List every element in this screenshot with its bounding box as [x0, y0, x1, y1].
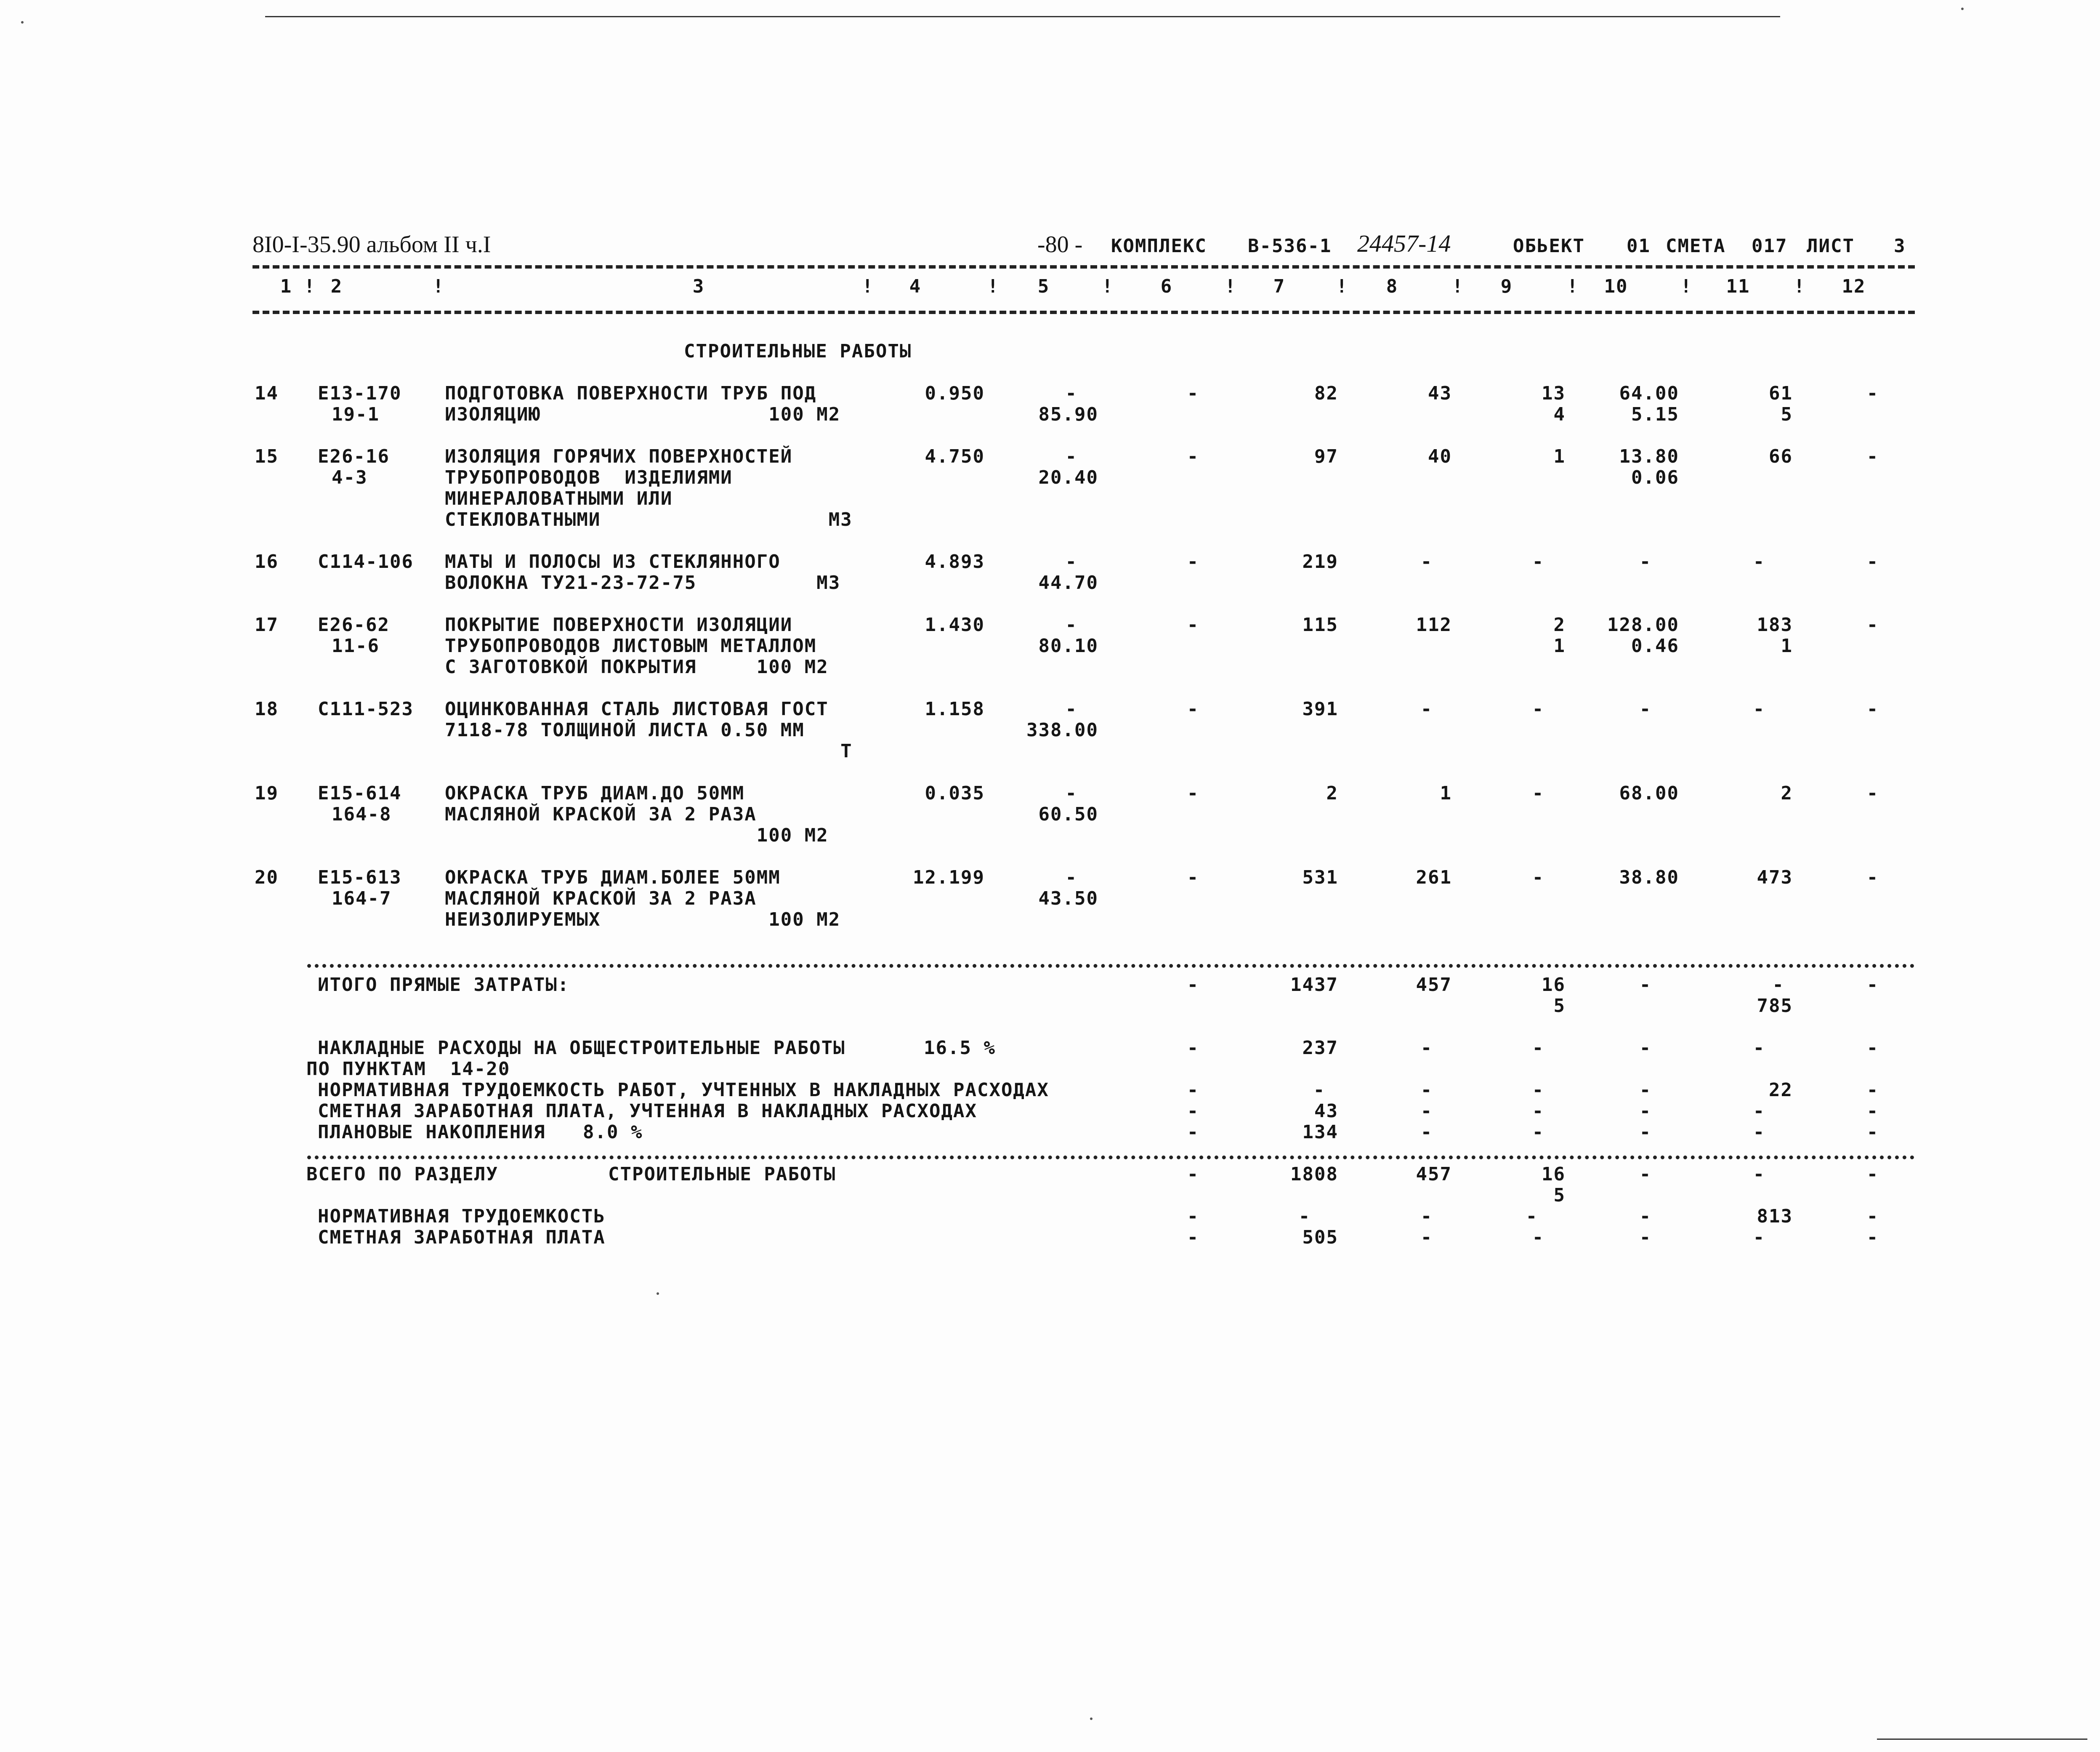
cost-col-8: 261: [1416, 867, 1452, 888]
cost-col-10: -: [1639, 1100, 1652, 1122]
cost-col-6: -: [1187, 383, 1199, 404]
cost-col-10: -: [1639, 1121, 1652, 1143]
cost-col-11: 2: [1781, 783, 1793, 804]
cost-col-9: -: [1532, 698, 1544, 720]
section-total-separator: [307, 1156, 1915, 1159]
rate-code: Е15-614: [318, 783, 402, 804]
cost-col-12: -: [1866, 867, 1879, 888]
quantity: 0.035: [925, 783, 985, 804]
cost-col-7: 505: [1302, 1227, 1338, 1248]
section-title: СТРОИТЕЛЬНЫЕ РАБОТЫ: [684, 341, 912, 362]
cost-col-10: 38.80: [1619, 867, 1679, 888]
unit-price: 338.00: [1026, 719, 1098, 741]
cost-col-10: 13.80: [1619, 446, 1679, 467]
column-number: 12: [1842, 276, 1866, 297]
cost-col-6: -: [1187, 1164, 1199, 1185]
work-description: ТРУБОПРОВОДОВ ЛИСТОВЫМ МЕТАЛЛОМ: [445, 635, 817, 657]
cost-col-7: 237: [1302, 1037, 1338, 1059]
column-number: 5: [1037, 276, 1050, 297]
cost-col-8: -: [1420, 1206, 1433, 1227]
cost-col-6: -: [1187, 1079, 1199, 1101]
cost-col-10: -: [1639, 1079, 1652, 1101]
work-description: МАТЫ И ПОЛОСЫ ИЗ СТЕКЛЯННОГО: [445, 551, 781, 572]
column-number: 9: [1500, 276, 1513, 297]
cost-col-11: 5: [1781, 404, 1793, 425]
sheet-label: ЛИСТ: [1807, 235, 1855, 257]
cost-col-10: 128.00: [1607, 614, 1679, 636]
unit-price: -: [1065, 783, 1077, 804]
rate-code: Е26-62: [318, 614, 390, 636]
cost-col-6: -: [1187, 614, 1199, 636]
row-number: 14: [255, 383, 279, 404]
cost-col-8: -: [1420, 551, 1433, 572]
work-description: ИЗОЛЯЦИЯ ГОРЯЧИХ ПОВЕРХНОСТЕЙ: [445, 446, 793, 467]
cost-col-8: -: [1420, 1079, 1433, 1101]
cost-col-12: -: [1866, 1227, 1879, 1248]
scan-speck: [1961, 8, 1964, 10]
cost-col-11: -: [1753, 1037, 1765, 1059]
work-description: НЕИЗОЛИРУЕМЫХ 100 М2: [445, 909, 841, 930]
cost-col-6: -: [1187, 1121, 1199, 1143]
total-label-cont: ПО ПУНКТАМ 14-20: [306, 1058, 510, 1080]
total-label: СМЕТНАЯ ЗАРАБОТНАЯ ПЛАТА, УЧТЕННАЯ В НАКЛАДНЫХ РАСХОДАХ: [318, 1100, 977, 1122]
cost-col-12: -: [1866, 1079, 1879, 1101]
work-description: ПОДГОТОВКА ПОВЕРХНОСТИ ТРУБ ПОД: [445, 383, 817, 404]
cost-col-6: -: [1187, 867, 1199, 888]
column-number: 8: [1386, 276, 1398, 297]
quantity: 1.430: [925, 614, 985, 636]
unit-price: -: [1065, 614, 1077, 636]
total-label: ИТОГО ПРЯМЫЕ ЗАТРАТЫ:: [318, 974, 570, 996]
column-number: 1: [280, 276, 292, 297]
cost-col-10: 0.06: [1631, 467, 1679, 488]
page-number: -80 -: [1037, 232, 1083, 258]
cost-col-8: 43: [1428, 383, 1452, 404]
unit-price: -: [1065, 698, 1077, 720]
column-separator: !: [1336, 276, 1348, 297]
cost-col-12: -: [1866, 1100, 1879, 1122]
doc-code: 8I0-I-35.90 альбом II ч.I: [253, 232, 491, 258]
cost-col-12: -: [1866, 974, 1879, 996]
cost-col-7: 82: [1314, 383, 1338, 404]
cost-col-8: -: [1420, 698, 1433, 720]
column-separator: !: [433, 276, 445, 297]
work-description: ТРУБОПРОВОДОВ ИЗДЕЛИЯМИ: [445, 467, 733, 488]
unit-price: 60.50: [1038, 804, 1098, 825]
scan-edge-line-top: [265, 16, 1780, 17]
rate-subcode: 164-7: [332, 888, 392, 909]
unit-price: -: [1065, 383, 1077, 404]
column-number: 4: [909, 276, 922, 297]
unit-price: 80.10: [1038, 635, 1098, 657]
cost-col-8: -: [1420, 1227, 1433, 1248]
cost-col-8: -: [1420, 1121, 1433, 1143]
cost-col-7: 97: [1314, 446, 1338, 467]
rate-code: Е15-613: [318, 867, 402, 888]
cost-col-9: -: [1532, 1037, 1544, 1059]
cost-col-10: 64.00: [1619, 383, 1679, 404]
scan-speck: [657, 1292, 659, 1295]
cost-col-12: -: [1866, 446, 1879, 467]
cost-col-12: -: [1866, 1121, 1879, 1143]
cost-col-6: -: [1187, 1227, 1199, 1248]
cost-col-9: -: [1532, 1079, 1544, 1101]
cost-col-10: 5.15: [1631, 404, 1679, 425]
rate-code: С114-106: [318, 551, 414, 572]
cost-col-8: -: [1420, 1037, 1433, 1059]
total-label: ПЛАНОВЫЕ НАКОПЛЕНИЯ: [318, 1121, 546, 1143]
cost-col-11: -: [1772, 974, 1784, 996]
unit-price: 43.50: [1038, 888, 1098, 909]
cost-col-7: 391: [1302, 698, 1338, 720]
smeta-label: СМЕТА: [1666, 235, 1726, 257]
unit-price: -: [1065, 446, 1077, 467]
cost-col-7: 1437: [1290, 974, 1338, 996]
header-rule-bottom: [253, 311, 1915, 314]
planned-rate: 8.0 %: [583, 1121, 643, 1143]
quantity: 1.158: [925, 698, 985, 720]
row-number: 19: [255, 783, 279, 804]
cost-col-9: 1: [1553, 635, 1566, 657]
cost-col-9: 5: [1553, 995, 1566, 1017]
object-number: 01: [1627, 235, 1651, 257]
scan-speck: [1090, 1717, 1093, 1720]
row-number: 20: [255, 867, 279, 888]
header-rule-top: [253, 265, 1915, 269]
column-number: 7: [1273, 276, 1286, 297]
complex-label: КОМПЛЕКС: [1111, 235, 1207, 257]
cost-col-9: 16: [1542, 1164, 1566, 1185]
cost-col-6: -: [1187, 551, 1199, 572]
cost-col-9: -: [1532, 867, 1544, 888]
total-label: НОРМАТИВНАЯ ТРУДОЕМКОСТЬ: [318, 1206, 606, 1227]
work-description: СТЕКЛОВАТНЫМИ М3: [445, 509, 853, 530]
column-separator: !: [1567, 276, 1579, 297]
cost-col-9: -: [1532, 1100, 1544, 1122]
scan-speck: [21, 21, 24, 24]
cost-col-11: 785: [1757, 995, 1793, 1017]
cost-col-10: -: [1639, 1037, 1652, 1059]
unit-price: 44.70: [1038, 572, 1098, 594]
handwritten-code: 24457-14: [1357, 230, 1451, 257]
column-separator: !: [304, 276, 316, 297]
rate-subcode: 11-6: [332, 635, 380, 657]
cost-col-9: -: [1526, 1206, 1538, 1227]
cost-col-7: 43: [1314, 1100, 1338, 1122]
cost-col-9: -: [1532, 1227, 1544, 1248]
row-number: 15: [255, 446, 279, 467]
cost-col-7: 2: [1326, 783, 1338, 804]
total-label: НОРМАТИВНАЯ ТРУДОЕМКОСТЬ РАБОТ, УЧТЕННЫХ В НАКЛАДНЫХ РАСХОДАХ: [318, 1079, 1049, 1101]
cost-col-11: 473: [1757, 867, 1793, 888]
cost-col-11: -: [1753, 698, 1765, 720]
row-number: 17: [255, 614, 279, 636]
cost-col-12: -: [1866, 614, 1879, 636]
quantity: 12.199: [913, 867, 985, 888]
cost-col-12: -: [1866, 783, 1879, 804]
cost-col-7: 531: [1302, 867, 1338, 888]
cost-col-11: -: [1753, 1164, 1765, 1185]
cost-col-11: -: [1753, 1121, 1765, 1143]
cost-col-8: 112: [1416, 614, 1452, 636]
column-number: 2: [330, 276, 343, 297]
work-description: ОКРАСКА ТРУБ ДИАМ.БОЛЕЕ 50ММ: [445, 867, 781, 888]
cost-col-6: -: [1187, 698, 1199, 720]
work-description: ПОКРЫТИЕ ПОВЕРХНОСТИ ИЗОЛЯЦИИ: [445, 614, 793, 636]
cost-col-10: -: [1639, 551, 1652, 572]
row-number: 16: [255, 551, 279, 572]
scan-edge-line-bottom: [1877, 1739, 2087, 1740]
cost-col-7: 134: [1302, 1121, 1338, 1143]
work-description: ВОЛОКНА ТУ21-23-72-75 М3: [445, 572, 841, 594]
cost-col-8: 457: [1416, 974, 1452, 996]
cost-col-7: -: [1298, 1206, 1311, 1227]
column-separator: !: [1794, 276, 1806, 297]
cost-col-11: 183: [1757, 614, 1793, 636]
complex-code: В-536-1: [1248, 235, 1332, 257]
total-label: ВСЕГО ПО РАЗДЕЛУ: [306, 1164, 498, 1185]
cost-col-11: 22: [1769, 1079, 1793, 1101]
cost-col-10: -: [1639, 1227, 1652, 1248]
cost-col-8: 40: [1428, 446, 1452, 467]
sheet-number: 3: [1894, 235, 1906, 257]
column-separator: !: [1452, 276, 1464, 297]
work-description: МИНЕРАЛОВАТНЫМИ ИЛИ: [445, 488, 673, 509]
cost-col-6: -: [1187, 974, 1199, 996]
cost-col-10: 0.46: [1631, 635, 1679, 657]
total-label: НАКЛАДНЫЕ РАСХОДЫ НА ОБЩЕСТРОИТЕЛЬНЫЕ РАБОТЫ: [318, 1037, 845, 1059]
unit-price: -: [1065, 867, 1077, 888]
cost-col-9: -: [1532, 783, 1544, 804]
cost-col-12: -: [1866, 1206, 1879, 1227]
cost-col-11: -: [1753, 551, 1765, 572]
cost-col-11: -: [1753, 1227, 1765, 1248]
cost-col-11: 61: [1769, 383, 1793, 404]
total-label: СМЕТНАЯ ЗАРАБОТНАЯ ПЛАТА: [318, 1227, 606, 1248]
row-number: 18: [255, 698, 279, 720]
column-separator: !: [862, 276, 874, 297]
cost-col-12: -: [1866, 551, 1879, 572]
column-separator: !: [1102, 276, 1114, 297]
cost-col-6: -: [1187, 1100, 1199, 1122]
rate-code: Е26-16: [318, 446, 390, 467]
cost-col-8: -: [1420, 1100, 1433, 1122]
cost-col-6: -: [1187, 1206, 1199, 1227]
totals-separator: [307, 964, 1915, 968]
column-separator: !: [1225, 276, 1237, 297]
rate-subcode: 4-3: [332, 467, 368, 488]
cost-col-9: 5: [1553, 1185, 1566, 1206]
work-description: ОКРАСКА ТРУБ ДИАМ.ДО 50ММ: [445, 783, 745, 804]
cost-col-6: -: [1187, 783, 1199, 804]
cost-col-9: 4: [1553, 404, 1566, 425]
cost-col-9: 1: [1553, 446, 1566, 467]
cost-col-8: 1: [1440, 783, 1452, 804]
work-description: Т: [445, 740, 853, 762]
unit-price: 20.40: [1038, 467, 1098, 488]
work-description: МАСЛЯНОЙ КРАСКОЙ ЗА 2 РАЗА: [445, 888, 757, 909]
cost-col-11: 813: [1757, 1206, 1793, 1227]
work-description: ОЦИНКОВАННАЯ СТАЛЬ ЛИСТОВАЯ ГОСТ: [445, 698, 829, 720]
cost-col-9: 16: [1542, 974, 1566, 996]
cost-col-12: -: [1866, 1037, 1879, 1059]
cost-col-10: -: [1639, 698, 1652, 720]
column-number: 10: [1604, 276, 1628, 297]
rate-code: С111-523: [318, 698, 414, 720]
column-separator: !: [987, 276, 999, 297]
column-number: 11: [1726, 276, 1750, 297]
column-number: 6: [1160, 276, 1173, 297]
cost-col-12: -: [1866, 1164, 1879, 1185]
work-description: С ЗАГОТОВКОЙ ПОКРЫТИЯ 100 М2: [445, 656, 829, 678]
object-label: ОБЬЕКТ: [1513, 235, 1585, 257]
work-description: 100 М2: [445, 825, 829, 846]
cost-col-7: 115: [1302, 614, 1338, 636]
cost-col-9: 2: [1553, 614, 1566, 636]
cost-col-11: 66: [1769, 446, 1793, 467]
cost-col-7: 219: [1302, 551, 1338, 572]
work-description: 7118-78 ТОЛЩИНОЙ ЛИСТА 0.50 ММ: [445, 719, 805, 741]
quantity: 0.950: [925, 383, 985, 404]
cost-col-9: 13: [1542, 383, 1566, 404]
cost-col-12: -: [1866, 383, 1879, 404]
cost-col-11: -: [1753, 1100, 1765, 1122]
rate-subcode: 164-8: [332, 804, 392, 825]
cost-col-11: 1: [1781, 635, 1793, 657]
rate-code: Е13-170: [318, 383, 402, 404]
column-number: 3: [692, 276, 705, 297]
rate-subcode: 19-1: [332, 404, 380, 425]
work-description: ИЗОЛЯЦИЮ 100 М2: [445, 404, 841, 425]
cost-col-10: -: [1639, 1164, 1652, 1185]
cost-col-6: -: [1187, 1037, 1199, 1059]
unit-price: 85.90: [1038, 404, 1098, 425]
cost-col-6: -: [1187, 446, 1199, 467]
total-label-cont: СТРОИТЕЛЬНЫЕ РАБОТЫ: [608, 1164, 836, 1185]
cost-col-7: 1808: [1290, 1164, 1338, 1185]
overhead-rate: 16.5 %: [924, 1037, 996, 1059]
quantity: 4.750: [925, 446, 985, 467]
smeta-number: 017: [1752, 235, 1788, 257]
cost-col-9: -: [1532, 1121, 1544, 1143]
unit-price: -: [1065, 551, 1077, 572]
cost-col-10: -: [1639, 974, 1652, 996]
cost-col-12: -: [1866, 698, 1879, 720]
cost-col-8: 457: [1416, 1164, 1452, 1185]
cost-col-10: 68.00: [1619, 783, 1679, 804]
cost-col-9: -: [1532, 551, 1544, 572]
cost-col-7: -: [1313, 1079, 1326, 1101]
work-description: МАСЛЯНОЙ КРАСКОЙ ЗА 2 РАЗА: [445, 804, 757, 825]
cost-col-10: -: [1639, 1206, 1652, 1227]
quantity: 4.893: [925, 551, 985, 572]
column-separator: !: [1680, 276, 1693, 297]
